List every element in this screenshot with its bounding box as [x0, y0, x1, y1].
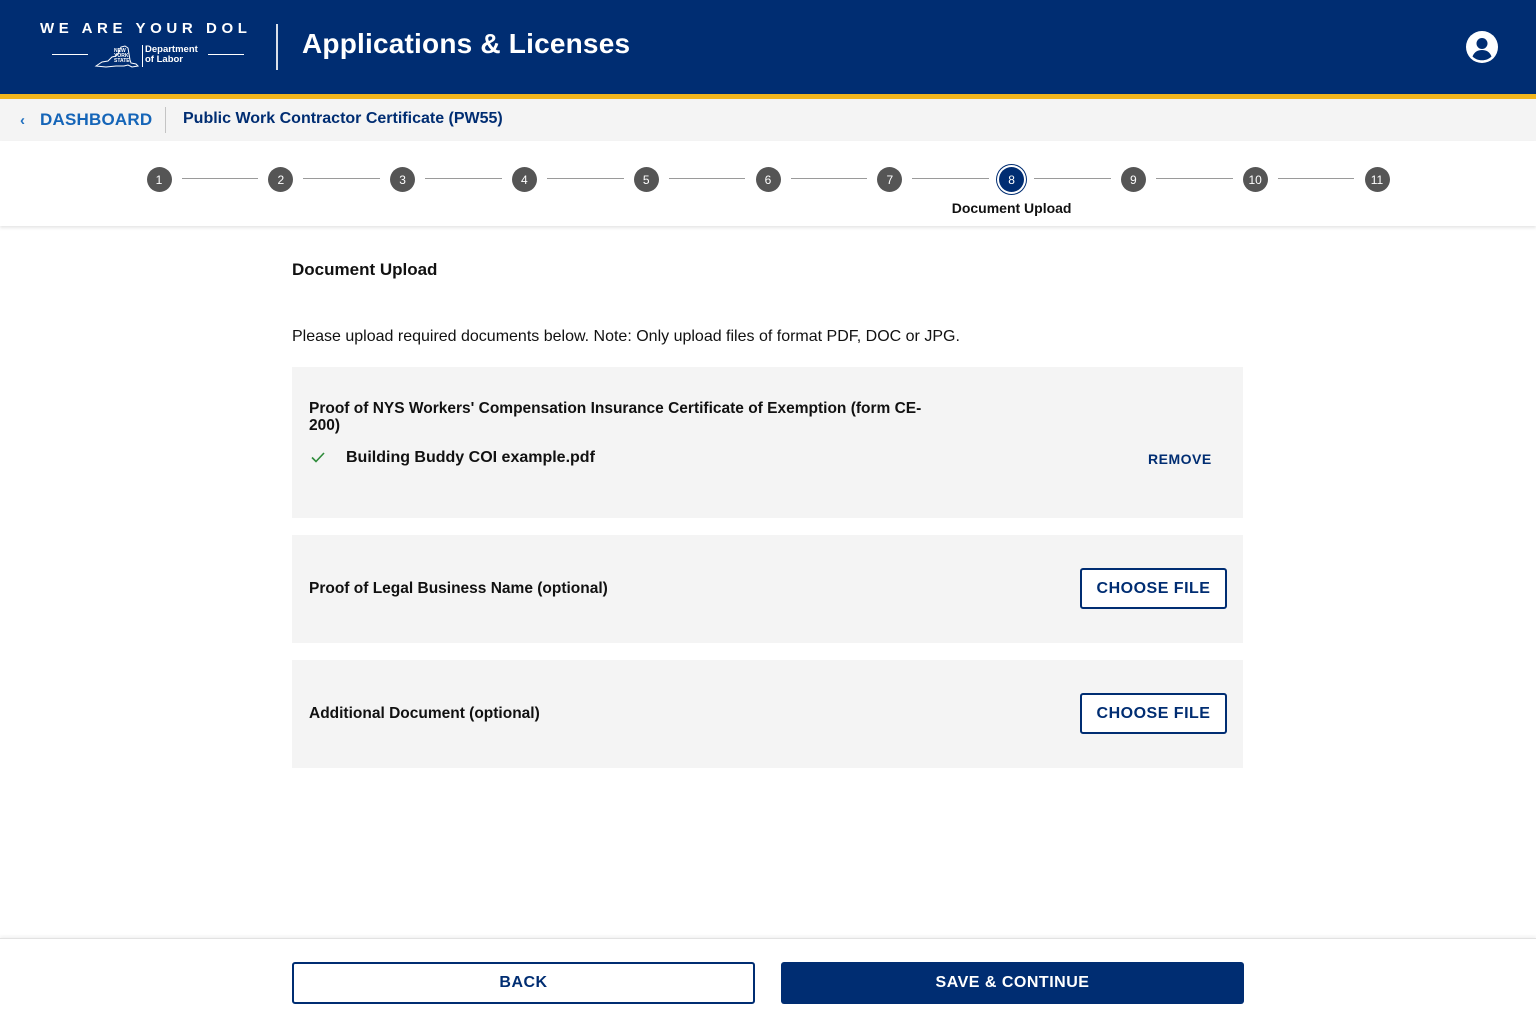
step-2[interactable]: 2	[268, 167, 293, 192]
document-label-line-1: Proof of NYS Workers' Compensation Insurance Certificate of Exemption (form CE-	[309, 400, 922, 417]
header-divider	[276, 24, 278, 70]
progress-stepper	[0, 141, 1536, 226]
app-header	[0, 0, 1536, 94]
brand-state-line-2: YORK	[114, 53, 129, 59]
step-connector	[182, 178, 259, 179]
checkmark-icon	[310, 449, 326, 465]
brand-state-line-3: STATE	[114, 58, 130, 64]
document-label: Additional Document (optional)	[309, 705, 540, 722]
document-card-additional	[292, 660, 1243, 768]
step-9[interactable]: 9	[1121, 167, 1146, 192]
active-step-label: Document Upload	[951, 200, 1072, 216]
step-8[interactable]: 8	[999, 167, 1024, 192]
document-card-business-name	[292, 535, 1243, 643]
document-label-line-2: 200)	[309, 417, 341, 434]
brand-department-line-1: Department	[145, 44, 198, 55]
page-title: Public Work Contractor Certificate (PW55)	[183, 110, 503, 127]
dashboard-link-label: DASHBOARD	[40, 110, 153, 129]
breadcrumb	[0, 99, 1536, 141]
step-connector	[791, 178, 868, 179]
choose-file-button[interactable]: CHOOSE FILE	[1080, 568, 1227, 609]
user-circle-icon[interactable]	[1466, 31, 1498, 63]
step-connector	[1034, 178, 1111, 179]
brand-department	[145, 45, 207, 65]
brand-rule-left	[52, 54, 88, 55]
step-connector	[1278, 178, 1355, 179]
brand-emblem	[52, 44, 244, 68]
step-1[interactable]: 1	[147, 167, 172, 192]
upload-instructions: Please upload required documents below. Note: Only upload files of format PDF, DOC or JPG.	[292, 328, 960, 345]
step-7[interactable]: 7	[877, 167, 902, 192]
brand-tagline: WE ARE YOUR DOL	[40, 20, 252, 37]
brand-department-line-2: of Labor	[145, 54, 183, 65]
step-connector	[912, 178, 989, 179]
back-button[interactable]: BACK	[292, 962, 755, 1004]
remove-file-button[interactable]: REMOVE	[1148, 451, 1212, 467]
dashboard-link[interactable]	[20, 110, 152, 130]
step-6[interactable]: 6	[756, 167, 781, 192]
document-label: Proof of Legal Business Name (optional)	[309, 580, 608, 597]
brand-state-line-1: NEW	[114, 48, 126, 54]
step-10[interactable]: 10	[1243, 167, 1268, 192]
uploaded-file-name: Building Buddy COI example.pdf	[346, 449, 595, 466]
document-label	[309, 400, 921, 434]
choose-file-button[interactable]: CHOOSE FILE	[1080, 693, 1227, 734]
brand-rule-right	[208, 54, 244, 55]
step-3[interactable]: 3	[390, 167, 415, 192]
brand-separator	[142, 45, 143, 67]
step-11[interactable]: 11	[1365, 167, 1390, 192]
document-card-workers-comp	[292, 367, 1243, 518]
breadcrumb-divider	[165, 107, 166, 133]
chevron-left-icon: ‹	[20, 111, 25, 129]
step-connector	[425, 178, 502, 179]
dol-logo[interactable]	[40, 20, 255, 72]
form-footer	[0, 938, 1536, 1024]
step-4[interactable]: 4	[512, 167, 537, 192]
ny-state-map-icon	[94, 44, 140, 68]
section-title: Document Upload	[292, 260, 438, 279]
step-connector	[303, 178, 380, 179]
save-continue-button[interactable]: SAVE & CONTINUE	[781, 962, 1244, 1004]
step-connector	[547, 178, 624, 179]
step-connector	[1156, 178, 1233, 179]
step-5[interactable]: 5	[634, 167, 659, 192]
step-connector	[669, 178, 746, 179]
app-title: Applications & Licenses	[302, 28, 631, 59]
